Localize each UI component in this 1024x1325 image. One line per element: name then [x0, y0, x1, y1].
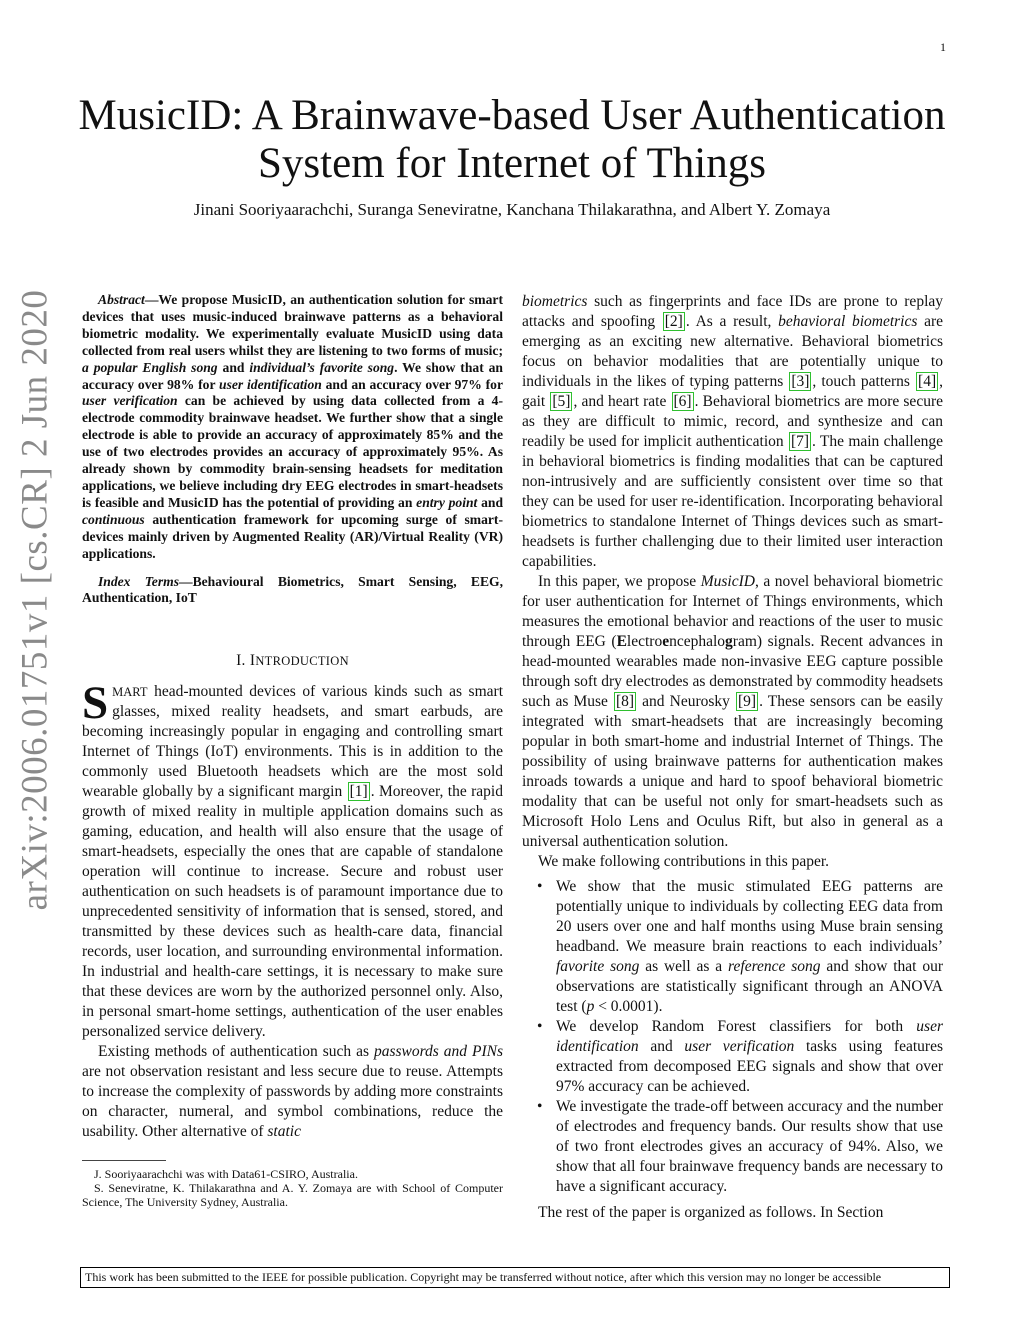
ieee-submission-notice: This work has been submitted to the IEEE for possible publication. Copyright may be transferred without notice, after which this version may no longer be accessible [80, 1267, 950, 1288]
right-column [522, 292, 943, 1223]
citation-link[interactable]: [7] [790, 433, 810, 450]
list-item: • We show that the music stimulated EEG patterns are potentially unique to individuals by collecting EEG data from 20 users over one and half months using Muse brain sensing headband. We measure brain reactions to each individuals’ favorite song as well as a reference song and show that our observations are statistically significant through an ANOVA test (p < 0.0001). [537, 878, 944, 1015]
page-number: 1 [940, 40, 946, 54]
footnote-2: S. Seneviratne, K. Thilakarathna and A. Y. Zomaya are with School of Computer Science, The University Sydney, Australia. [82, 1181, 503, 1210]
footnote-1: J. Sooriyaarachchi was with Data61-CSIRO, Australia. [94, 1167, 358, 1182]
citation-link[interactable]: [1] [349, 783, 368, 801]
right-paragraph-4: The rest of the paper is organized as follows. In Section [538, 1204, 884, 1221]
section-heading-introduction: I. INTRODUCTION [236, 652, 349, 670]
citation-link[interactable]: [3] [791, 373, 810, 390]
author-list: Jinani Sooriyaarachchi, Suranga Seneviratne, Kanchana Thilakarathna, and Albert Y. Zomaya [193, 200, 831, 219]
intro-paragraph-1: SMART head-mounted devices of various kinds such as smart glasses, mixed reality headsets, and smart earbuds, are becoming increasingly popular in engaging and controlling smart Internet of Things (IoT) environments. This is in addition to the commonly used Bluetooth headsets which are the most sold wearable globally by a significant margin [1] . Moreover, the rapid growth of mixed reality in multiple application domains such as gaming, education, and health will also ensure that the usage of smart-headsets, especially the ones that are capable of standalone operation will continue to increase. Secure and robust user authentication on such headsets is of paramount importance due to unprecedented sensitivity of information that is sensed, stored, and transmitted by these devices such as health-care data, financial records, user location, and surrounding environmental information. In industrial and health-care settings, it is necessary to make sure that these devices are worn by the authorized personnel only. Also, in personal smart-home settings, authentication of the user enables personalized service delivery. [82, 677, 503, 1041]
left-column [82, 292, 503, 1209]
arxiv-identifier-stamp[interactable]: arXiv:2006.01751v1 [cs.CR] 2 Jun 2020 [14, 289, 56, 911]
abstract: Abstract—We propose MusicID, an authentication solution for smart devices that uses music-induced brainwave patterns as a behavioral biometric modality. We experimentally evaluate MusicID using data collected from real users whilst they are listening to two forms of music; a popular English song and individual’s favorite song. We show that an accuracy over 98% for user identification and an accuracy over 97% for user verification can be achieved by using data collected from a 4-electrode commodity brainwave headset. We further show that a single electrode is able to provide an accuracy of approximately 85% and the use of two electrodes provides an accuracy of approximately 95%. As already shown by commodity brain-sensing headsets for meditation applications, we believe including dry EEG electrodes in smart-headsets is feasible and MusicID has the potential of providing an entry point and continuous authentication framework for upcoming surge of smart-devices mainly driven by Augmented Reality (AR)/Virtual Reality (VR) applications. [82, 292, 504, 561]
list-item: • We develop Random Forest classifiers for both user identification and user verification tasks using features extracted from decomposed EEG signals and show that over 97% accuracy can be achieved. [537, 1018, 943, 1095]
right-paragraph-2: In this paper, we propose MusicID, a novel behavioral biometric for user authentication for Internet of Things environments, which measures the emotional behavior and reactions of the user to music through EEG (Electroencephalogram) signals. Recent advances in head-mounted wearables made non-invasive EEG capture possible through soft dry electrodes as demonstrated by commodity headsets such as Muse [8] and Neurosky [9] . These sensors can be easily integrated with smart-headsets that are increasingly becoming popular in both smart-home and industrial Internet of Things. The possibility of using brainwave patterns for authentication makes inroads towards a unique and hard to spoof behavioral biometric modality that can be useful not only for smart-headsets such as Microsoft Holo Lens and Oculus Rift, but also in general as a universal authentication solution. [522, 573, 943, 850]
citation-link[interactable]: [2] [664, 313, 683, 330]
citation-link[interactable]: [5] [552, 393, 571, 410]
citation-link[interactable]: [8] [616, 693, 635, 710]
intro-paragraph-2: Existing methods of authentication such as passwords and PINs are not observation resistant and less secure due to reuse. Attempts to increase the complexity of passwords by adding more constraints on character, numeral, and symbol combinations, reduce the usability. Other alternative of static [82, 1043, 503, 1141]
bullet-icon: • [537, 1018, 543, 1035]
right-paragraph-3: We make following contributions in this paper. [538, 853, 830, 870]
title-line-1: MusicID: A Brainwave-based User Authentication [78, 92, 946, 139]
abstract-label: Abstract [98, 292, 145, 307]
list-item: • We investigate the trade-off between accuracy and the number of electrodes and frequency bands. Our results show that use of two front electrodes gives an accuracy of 94%. Also, we show that all four brainwave frequency bands are necessary to have a significant accuracy. [537, 1098, 943, 1195]
bullet-icon: • [537, 1098, 543, 1115]
right-paragraph-1: biometrics such as fingerprints and face IDs are prone to replay attacks and spoofing [2] . As a result, behavioral biometrics are emerging as an exciting new alternative. Behavioral biometrics focus on behavior modalities that are potentially unique to individuals in the likes of typing patterns [3] , touch patterns [4] , gait [5] , and heart rate [6] . Behavioral biometrics are more secure as they are difficult to mimic, record, and synthesize and can readily be used for implicit authentication [7] . The main challenge in behavioral biometrics is finding modalities that can be captured non-intrusively and are sufficiently consistent over time so that they can be used for user re-identification. Incorporating behavioral biometrics to standalone Internet of Things devices such as smart-headsets is further challenging due to their limited user interaction capabilities. [522, 293, 944, 570]
citation-link[interactable]: [9] [737, 693, 757, 710]
index-terms-label: Index Terms [98, 573, 179, 589]
index-terms: Index Terms—Behavioural Biometrics, Smart Sensing, EEG, Authentication, IoT [82, 573, 503, 606]
title-line-2: System for Internet of Things [258, 140, 766, 187]
citation-link[interactable]: [6] [673, 393, 692, 410]
drop-cap: S [82, 677, 109, 730]
contributions-list [522, 877, 943, 1197]
footnote-divider [82, 1160, 166, 1161]
paper-title [60, 92, 964, 188]
bullet-icon: • [537, 878, 543, 895]
citation-link[interactable]: [4] [918, 373, 937, 390]
